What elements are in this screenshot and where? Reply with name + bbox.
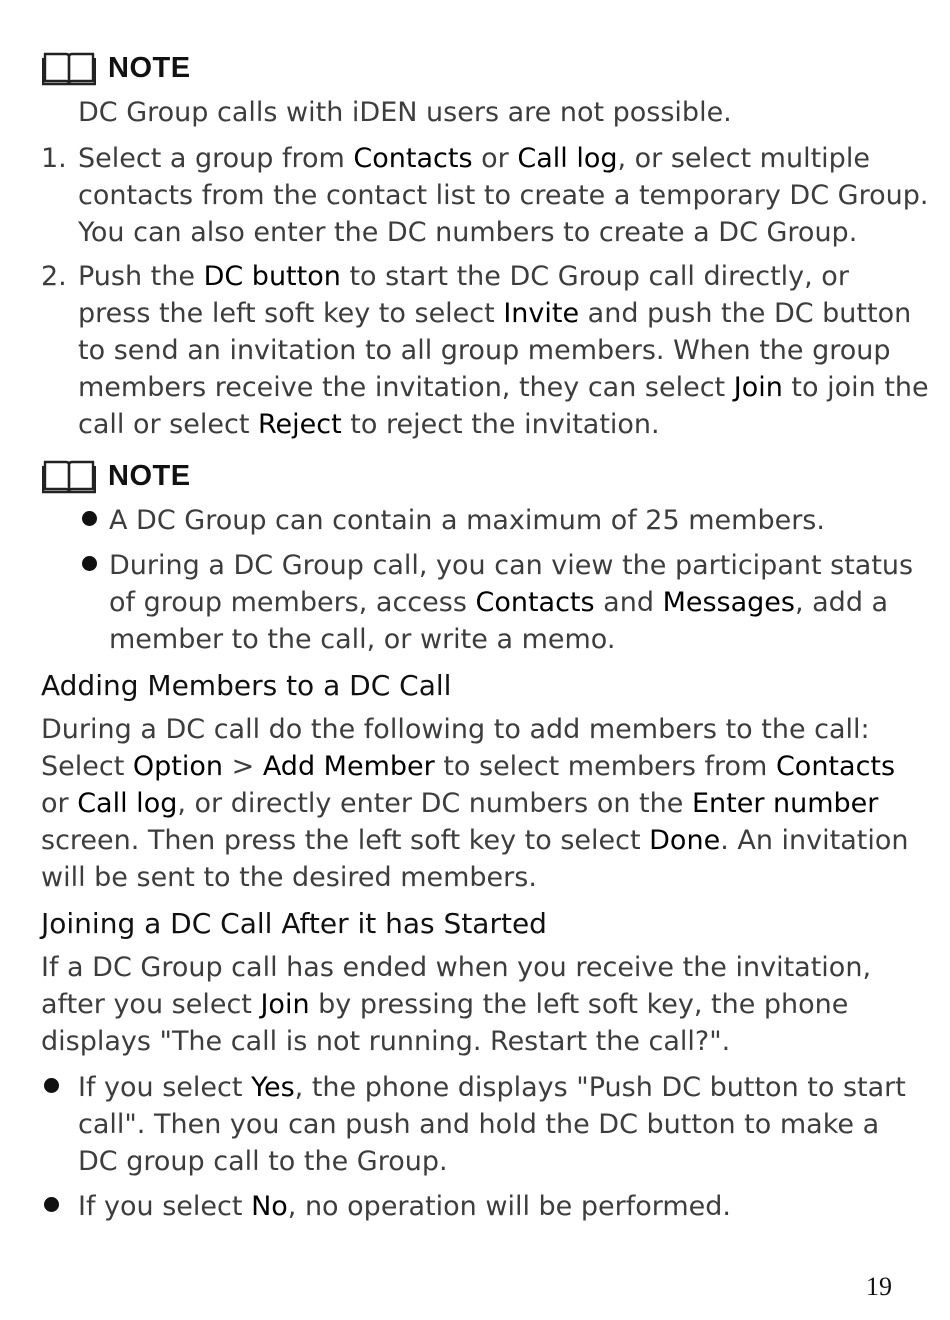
step-number: 2. [41,261,67,292]
emphasized-term: Messages [662,587,795,618]
step-line: press the left soft key to select Invite and push the DC button [78,298,912,329]
emphasized-term: Enter number [691,788,879,819]
step-number: 1. [41,143,67,174]
bullet-icon [44,1078,59,1093]
section-heading: Adding Members to a DC Call [41,669,452,702]
body-line: screen. Then press the left soft key to select Done. An invitation [41,825,909,856]
note-bullet-line: During a DC Group call, you can view the participant status [109,550,914,581]
body-line: Select Option > Add Member to select members from Contacts [41,751,896,782]
emphasized-term: Done [649,825,721,856]
note-label: NOTE [108,51,191,84]
emphasized-term: No [251,1191,288,1222]
emphasized-term: Call log [517,143,618,174]
step-line: Push the DC button to start the DC Group call directly, or [78,261,849,292]
body-line: will be sent to the desired members. [41,862,537,893]
body-line: after you select Join by pressing the left soft key, the phone [41,989,849,1020]
emphasized-term: Call log [77,788,178,819]
note-label: NOTE [108,459,191,492]
bullet-icon [82,556,97,571]
emphasized-term: Contacts [353,143,473,174]
emphasized-term: Join [733,372,783,403]
step-line: You can also enter the DC numbers to create a DC Group. [78,217,858,248]
note-bullet-line: A DC Group can contain a maximum of 25 members. [109,505,825,536]
book-icon [42,458,96,494]
bullet-line: call". Then you can push and hold the DC button to make a [78,1109,880,1140]
book-icon [42,50,96,86]
emphasized-term: Invite [503,298,580,329]
emphasized-term: Contacts [775,751,896,782]
body-line: During a DC call do the following to add members to the call: [41,714,870,745]
body-line: displays "The call is not running. Restart the call?". [41,1026,731,1057]
step-line: members receive the invitation, they can select Join to join the [78,372,929,403]
emphasized-term: Reject [257,409,342,440]
emphasized-term: Add Member [262,751,435,782]
bullet-icon [82,511,97,526]
note-text: DC Group calls with iDEN users are not possible. [78,97,732,128]
note-header [42,48,191,88]
body-line: or Call log, or directly enter DC numbers on the Enter number [41,788,879,819]
step-line: call or select Reject to reject the invitation. [78,409,660,440]
emphasized-term: Option [132,751,224,782]
note-bullet-line: member to the call, or write a memo. [109,624,616,655]
note-header [42,456,191,496]
bullet-icon [44,1197,59,1212]
section-heading: Joining a DC Call After it has Started [41,907,547,940]
emphasized-term: Join [260,989,310,1020]
note-bullet-line: of group members, access Contacts and Messages, add a [109,587,889,618]
bullet-line: If you select No, no operation will be performed. [78,1191,732,1222]
step-line: contacts from the contact list to create a temporary DC Group. [78,180,929,211]
body-line: If a DC Group call has ended when you receive the invitation, [41,952,872,983]
emphasized-term: Yes [251,1072,295,1103]
step-line: Select a group from Contacts or Call log, or select multiple [78,143,870,174]
page-number: 19 [866,1272,892,1301]
bullet-line: If you select Yes, the phone displays "Push DC button to start [78,1072,906,1103]
bullet-line: DC group call to the Group. [78,1146,448,1177]
emphasized-term: DC button [203,261,341,292]
step-line: to send an invitation to all group members. When the group [78,335,891,366]
emphasized-term: Contacts [475,587,595,618]
